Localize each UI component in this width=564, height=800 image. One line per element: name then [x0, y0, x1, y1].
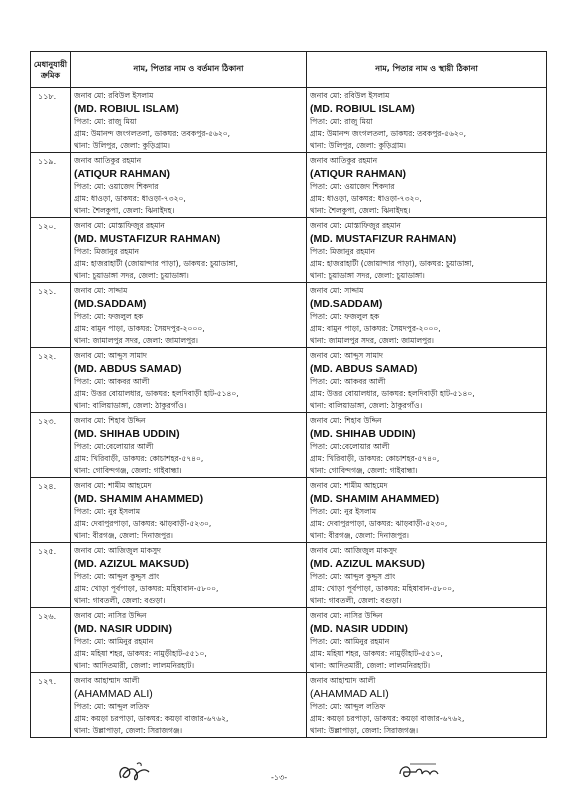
name-bn: জনাব মো: আজিজুল মাকসুদ: [310, 546, 397, 555]
father-name: পিতা: মো: আকবর আলী: [74, 377, 150, 386]
name-en: (MD. SHAMIM AHAMMED): [310, 493, 440, 505]
serial-number: ১২০.: [31, 218, 71, 283]
address-line-2: থানা: বীরগঞ্জ, জেলা: দিনাজপুর।: [74, 531, 173, 540]
name-en: (MD. ABDUS SAMAD): [310, 363, 418, 375]
permanent-address-cell: [307, 218, 547, 283]
header-permanent-address: নাম, পিতার নাম ও স্থায়ী ঠিকানা: [307, 52, 547, 88]
address-line-1: গ্রাম: উত্তর বোয়ালধার, ডাকঘর: হলদিবাড়ী হাট-৫১৪০,: [74, 389, 239, 398]
address-line-1: গ্রাম: উমানন্দ জংগলতলা, ডাকঘর: তবকপুর-৫৬২০,: [74, 129, 230, 138]
name-en: (ATIQUR RAHMAN): [74, 168, 171, 180]
address-line-1: গ্রাম: কয়ড়া চরপাড়া, ডাকঘর: কয়ড়া বাজার-৬৭৬২,: [74, 714, 229, 723]
current-address-cell: [71, 153, 307, 218]
address-line-2: থানা: বালিয়াডাঙ্গা, জেলা: ঠাকুরগাঁও।: [74, 401, 187, 410]
name-en: (MD.SADDAM): [74, 298, 147, 310]
name-en: (AHAMMAD ALI): [74, 688, 153, 700]
father-name: পিতা: মো: রাজু মিয়া: [310, 117, 373, 126]
father-name: পিতা: মো: ওয়াজেদ শিকদার: [310, 182, 395, 191]
name-bn: জনাব মো: আব্দুস সামাদ: [310, 351, 383, 360]
address-line-1: গ্রাম: ধাওড়া, ডাকঘর: ধাওড়া-৭৩২০,: [74, 194, 186, 203]
name-en: (MD. ROBIUL ISLAM): [74, 103, 179, 115]
permanent-address-cell: [307, 478, 547, 543]
address-line-2: থানা: উল্লাপাড়া, জেলা: সিরাজগঞ্জ।: [74, 726, 183, 735]
name-bn: জনাব মো: রবিউল ইসলাম: [310, 91, 390, 100]
serial-number: ১২১.: [31, 283, 71, 348]
address-line-2: থানা: গাবতলী, জেলা: বগুড়া।: [310, 596, 402, 605]
address-line-2: থানা: আদিতমারী, জেলা: লালমনিরহাট।: [310, 661, 431, 670]
address-line-2: থানা: উল্লাপাড়া, জেলা: সিরাজগঞ্জ।: [310, 726, 419, 735]
name-bn: জনাব মো: নাসির উদ্দিন: [310, 611, 383, 620]
address-line-1: গ্রাম: হাজরাহাটী (জোয়ান্দার পাড়া), ডাকঘর: চুয়াডাঙ্গা,: [74, 259, 238, 268]
name-en: (MD. SHIHAB UDDIN): [310, 428, 416, 440]
address-line-2: থানা: উলিপুর, জেলা: কুড়িগ্রাম।: [310, 141, 406, 150]
name-bn: জনাব আহাম্মাদ আলী: [74, 676, 140, 685]
permanent-address-cell: [307, 283, 547, 348]
page-number: -১৩-: [271, 773, 288, 782]
name-bn: জনাব মো: আজিজুল মাকসুদ: [74, 546, 161, 555]
address-line-2: থানা: গাবতলী, জেলা: বগুড়া।: [74, 596, 166, 605]
address-line-2: থানা: জামালপুর সদর, জেলা: জামালপুর।: [74, 336, 198, 345]
name-en: (MD. AZIZUL MAKSUD): [310, 558, 425, 570]
address-line-2: থানা: বালিয়াডাঙ্গা, জেলা: ঠাকুরগাঁও।: [310, 401, 423, 410]
current-address-cell: [71, 543, 307, 608]
name-bn: জনাব মো: রবিউল ইসলাম: [74, 91, 154, 100]
address-line-1: গ্রাম: মহিষা শহর, ডাকঘর: নামুড়ীহাট-৫৫১০,: [310, 649, 443, 658]
name-en: (MD. ABDUS SAMAD): [74, 363, 182, 375]
name-en: (MD. MUSTAFIZUR RAHMAN): [310, 233, 457, 245]
father-name: পিতা: মো:বেলোয়ার আলী: [74, 442, 154, 451]
father-name: পিতা: মো: আব্দুল কুদ্দুস প্রাং: [310, 572, 396, 581]
father-name: পিতা: মো: নুর ইসলাম: [310, 507, 377, 516]
name-en: (MD. ROBIUL ISLAM): [310, 103, 415, 115]
table-row: [31, 283, 547, 348]
current-address-cell: [71, 283, 307, 348]
father-name: পিতা: মিজানুর রহমান: [74, 247, 140, 256]
address-line-1: গ্রাম: হাজরাহাটী (জোয়ান্দার পাড়া), ডাকঘর: চুয়াডাঙ্গা,: [310, 259, 474, 268]
candidate-table: [30, 51, 547, 738]
name-en: (AHAMMAD ALI): [310, 688, 389, 700]
name-en: (MD. SHIHAB UDDIN): [74, 428, 180, 440]
table-row: [31, 413, 547, 478]
serial-number: ১২৬.: [31, 608, 71, 673]
address-line-2: থানা: শৈলকুপা, জেলা: ঝিনাইদহ।: [310, 206, 411, 215]
address-line-2: থানা: চুয়াডাঙ্গা সদর, জেলা: চুয়াডাঙ্গা।: [74, 271, 189, 280]
name-en: (ATIQUR RAHMAN): [310, 168, 407, 180]
serial-number: ১২২.: [31, 348, 71, 413]
address-line-1: গ্রাম: উত্তর বোয়ালধার, ডাকঘর: হলদিবাড়ী হাট-৫১৪০,: [310, 389, 475, 398]
address-line-1: গ্রাম: কয়ড়া চরপাড়া, ডাকঘর: কয়ড়া বাজার-৬৭৬২,: [310, 714, 465, 723]
father-name: পিতা: মো: ফজলুল হক: [310, 312, 380, 321]
address-line-2: থানা: চুয়াডাঙ্গা সদর, জেলা: চুয়াডাঙ্গা।: [310, 271, 425, 280]
name-bn: জনাব মো: শামীম আহমেদ: [74, 481, 152, 490]
table-row: [31, 153, 547, 218]
permanent-address-cell: [307, 543, 547, 608]
address-line-1: গ্রাম: খোড়া পূর্বপাড়া, ডাকঘর: মহিষাবান-৫৮০০,: [74, 584, 219, 593]
table-row: [31, 543, 547, 608]
name-bn: জনাব মো: মোস্তাফিজুর রহমান: [310, 221, 401, 230]
serial-number: ১২৫.: [31, 543, 71, 608]
name-en: (MD. NASIR UDDIN): [74, 623, 172, 635]
address-line-1: গ্রাম: দেবাপুরপাড়া, ডাকঘর: ঝাড়বাড়ী-৫২৩০,: [74, 519, 212, 528]
serial-number: ১১৮.: [31, 88, 71, 153]
serial-number: ১১৯.: [31, 153, 71, 218]
signature-left: [115, 758, 155, 786]
father-name: পিতা: মো: আব্দুল কুদ্দুস প্রাং: [74, 572, 160, 581]
father-name: পিতা: মো: আব্দুল লতিফ: [310, 702, 386, 711]
address-line-2: থানা: গোবিন্দগঞ্জ, জেলা: গাইবান্ধা।: [310, 466, 418, 475]
name-bn: জনাব আহাম্মাদ আলী: [310, 676, 376, 685]
name-bn: জনাব মো: নাসির উদ্দিন: [74, 611, 147, 620]
permanent-address-cell: [307, 348, 547, 413]
permanent-address-cell: [307, 413, 547, 478]
table-row: [31, 88, 547, 153]
name-bn: জনাব আতিকুর রহমান: [310, 156, 378, 165]
table-row: [31, 478, 547, 543]
name-bn: জনাব মো: সাদ্দাম: [310, 286, 364, 295]
father-name: পিতা: মো: আব্দুল লতিফ: [74, 702, 150, 711]
father-name: পিতা: মো: ফজলুল হক: [74, 312, 144, 321]
father-name: পিতা: মো: রাজু মিয়া: [74, 117, 137, 126]
name-bn: জনাব মো: শামীম আহমেদ: [310, 481, 388, 490]
name-en: (MD.SADDAM): [310, 298, 383, 310]
father-name: পিতা: মো: আমিনুর রহমান: [74, 637, 154, 646]
address-line-2: থানা: শৈলকুপা, জেলা: ঝিনাইদহ।: [74, 206, 175, 215]
table-header-row: [31, 52, 547, 88]
current-address-cell: [71, 413, 307, 478]
address-line-1: গ্রাম: খিরিবাড়ী, ডাকঘর: কোচাশহর-৫৭৪০,: [310, 454, 440, 463]
current-address-cell: [71, 478, 307, 543]
permanent-address-cell: [307, 608, 547, 673]
name-bn: জনাব আতিকুর রহমান: [74, 156, 142, 165]
current-address-cell: [71, 218, 307, 283]
address-line-1: গ্রাম: ধাওড়া, ডাকঘর: ধাওড়া-৭৩২০,: [310, 194, 422, 203]
father-name: পিতা: মো:বেলোয়ার আলী: [310, 442, 390, 451]
current-address-cell: [71, 608, 307, 673]
address-line-1: গ্রাম: বামুন পাড়া, ডাকঘর: সৈয়দপুর-২০০০,: [310, 324, 441, 333]
address-line-1: গ্রাম: উমানন্দ জংগলতলা, ডাকঘর: তবকপুর-৫৬২০,: [310, 129, 466, 138]
name-en: (MD. MUSTAFIZUR RAHMAN): [74, 233, 221, 245]
permanent-address-cell: [307, 153, 547, 218]
serial-number: ১২৩.: [31, 413, 71, 478]
table-row: [31, 218, 547, 283]
name-en: (MD. SHAMIM AHAMMED): [74, 493, 204, 505]
address-line-1: গ্রাম: মহিষা শহর, ডাকঘর: নামুড়ীহাট-৫৫১০,: [74, 649, 207, 658]
address-line-1: গ্রাম: খোড়া পূর্বপাড়া, ডাকঘর: মহিষাবান-৫৮০০,: [310, 584, 455, 593]
table-row: [31, 673, 547, 738]
address-line-2: থানা: বীরগঞ্জ, জেলা: দিনাজপুর।: [310, 531, 409, 540]
header-current-address: নাম, পিতার নাম ও বর্তমান ঠিকানা: [71, 52, 307, 88]
father-name: পিতা: মিজানুর রহমান: [310, 247, 376, 256]
father-name: পিতা: মো: নুর ইসলাম: [74, 507, 141, 516]
header-serial: মেধানুযায়ী ক্রমিক: [31, 52, 71, 88]
name-en: (MD. AZIZUL MAKSUD): [74, 558, 189, 570]
current-address-cell: [71, 88, 307, 153]
father-name: পিতা: মো: আমিনুর রহমান: [310, 637, 390, 646]
current-address-cell: [71, 348, 307, 413]
permanent-address-cell: [307, 88, 547, 153]
serial-number: ১২৭.: [31, 673, 71, 738]
table-row: [31, 608, 547, 673]
name-bn: জনাব মো: আব্দুস সামাদ: [74, 351, 147, 360]
address-line-1: গ্রাম: খিরিবাড়ী, ডাকঘর: কোচাশহর-৫৭৪০,: [74, 454, 204, 463]
current-address-cell: [71, 673, 307, 738]
address-line-2: থানা: জামালপুর সদর, জেলা: জামালপুর।: [310, 336, 434, 345]
serial-number: ১২৪.: [31, 478, 71, 543]
father-name: পিতা: মো: আকবর আলী: [310, 377, 386, 386]
name-bn: জনাব মো: শিহাব উদ্দিন: [310, 416, 382, 425]
table-row: [31, 348, 547, 413]
address-line-2: থানা: উলিপুর, জেলা: কুড়িগ্রাম।: [74, 141, 170, 150]
name-bn: জনাব মো: মোস্তাফিজুর রহমান: [74, 221, 165, 230]
address-line-1: গ্রাম: দেবাপুরপাড়া, ডাকঘর: ঝাড়বাড়ী-৫২৩০,: [310, 519, 448, 528]
address-line-2: থানা: গোবিন্দগঞ্জ, জেলা: গাইবান্ধা।: [74, 466, 182, 475]
name-en: (MD. NASIR UDDIN): [310, 623, 408, 635]
address-line-2: থানা: আদিতমারী, জেলা: লালমনিরহাট।: [74, 661, 195, 670]
father-name: পিতা: মো: ওয়াজেদ শিকদার: [74, 182, 159, 191]
permanent-address-cell: [307, 673, 547, 738]
name-bn: জনাব মো: সাদ্দাম: [74, 286, 128, 295]
name-bn: জনাব মো: শিহাব উদ্দিন: [74, 416, 146, 425]
signature-right: [396, 760, 444, 784]
address-line-1: গ্রাম: বামুন পাড়া, ডাকঘর: সৈয়দপুর-২০০০,: [74, 324, 205, 333]
